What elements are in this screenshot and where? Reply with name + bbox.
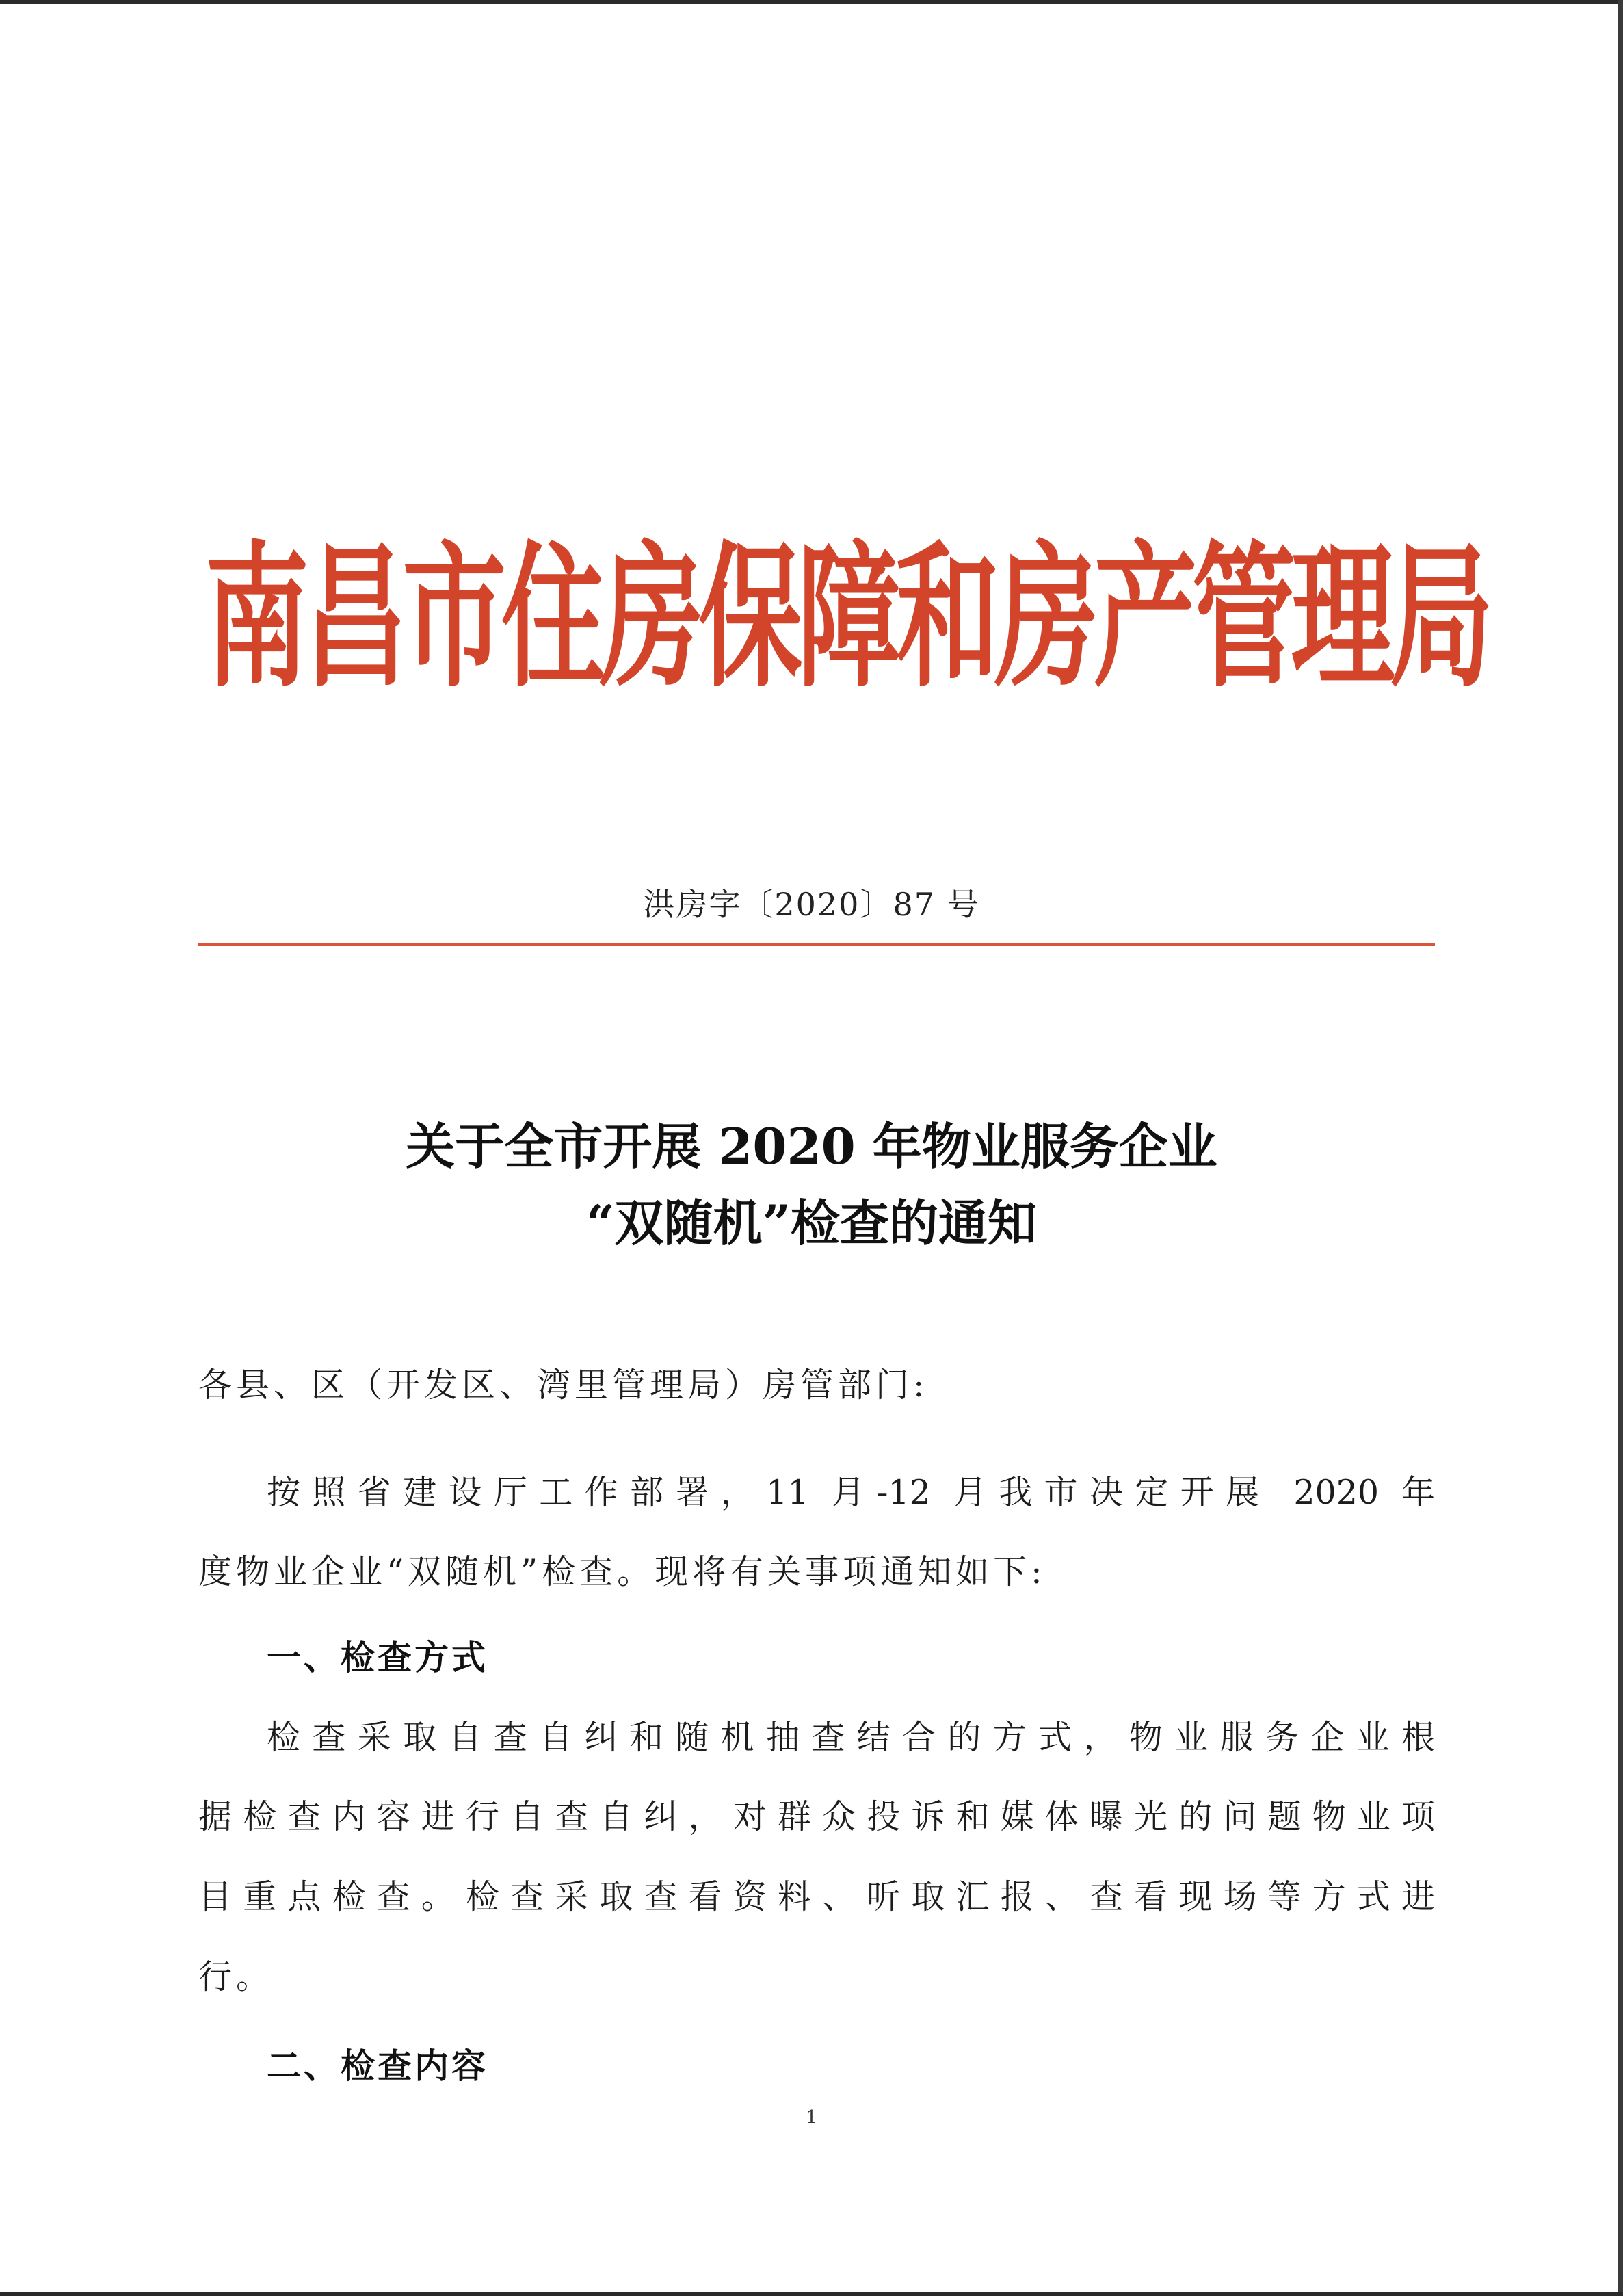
notice-title-line-1: 关于全市开展 2020 年物业服务企业 (406, 1117, 1217, 1175)
intro-line-2: 度物业企业“双随机”检查。现将有关事项通知如下: (198, 1552, 1046, 1591)
notice-title (0, 1108, 1623, 1262)
page-number: 1 (806, 2107, 817, 2128)
section1-line-4: 行。 (198, 1957, 274, 1996)
section1-line-3: 目重点检查。检查采取查看资料、听取汇报、查看现场等方式进 (198, 1877, 1435, 1916)
scan-edge-top (0, 0, 1623, 4)
section-heading-content: 二、检查内容 (267, 2046, 488, 2086)
section-heading-method: 一、检查方式 (267, 1638, 488, 1678)
notice-title-line-2: “双随机”检查的通知 (586, 1194, 1037, 1252)
addressee-line: 各县、区（开发区、湾里管理局）房管部门: (198, 1366, 929, 1405)
section1-line-2: 据检查内容进行自查自纠，对群众投诉和媒体曝光的问题物业项 (198, 1797, 1435, 1836)
scan-edge-bottom (0, 2292, 1623, 2296)
document-number: 洪房字〔2020〕87 号 (643, 886, 980, 923)
agency-header-title: 南昌市住房保障和房产管理局 (205, 527, 1489, 709)
section1-line-1: 检查采取自查自纠和随机抽查结合的方式，物业服务企业根 (267, 1718, 1435, 1757)
intro-line-1: 按照省建设厅工作部署，11 月-12 月我市决定开展 2020 年 (267, 1473, 1435, 1512)
red-divider-rule (198, 943, 1435, 946)
